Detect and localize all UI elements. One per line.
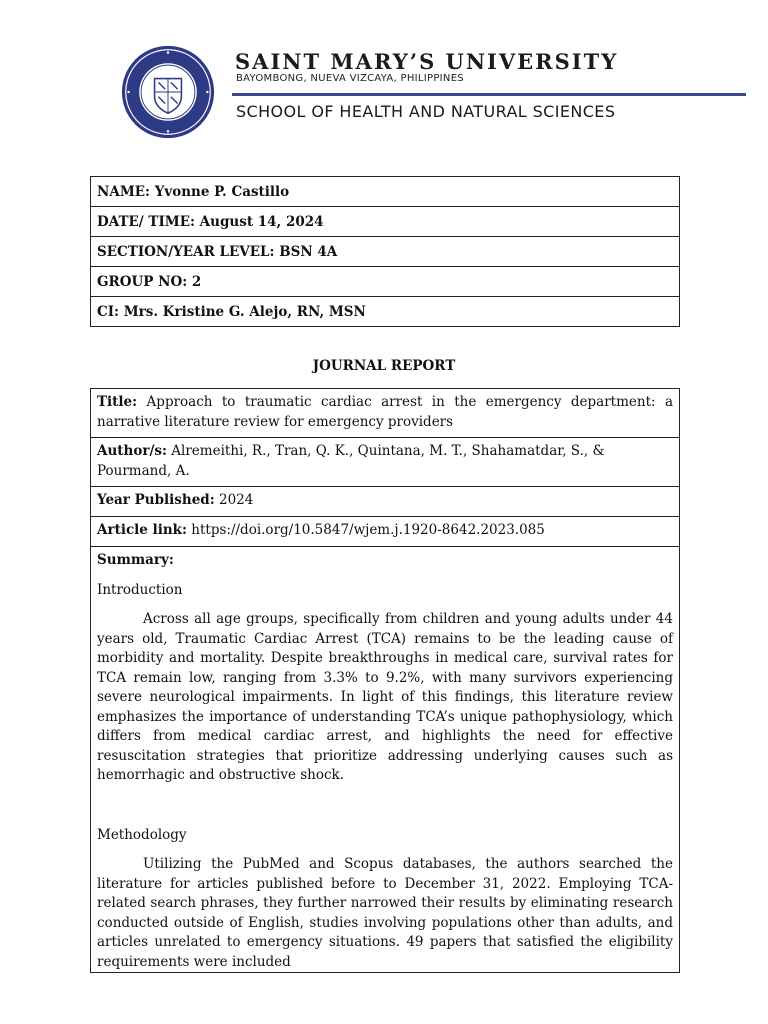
- university-name: SAINT MARY’S UNIVERSITY: [235, 49, 619, 74]
- year-cell: [91, 487, 680, 517]
- date-time: DATE/ TIME: August 14, 2024: [91, 207, 680, 237]
- article-title-cell: [91, 389, 680, 438]
- authors-cell: [91, 438, 680, 487]
- authors-value: Alremeithi, R., Tran, Q. K., Quintana, M. T., Shahamatdar, S., & Pourmand, A.: [97, 443, 605, 479]
- article-link[interactable]: https://doi.org/10.5847/wjem.j.1920-8642.2023.085: [191, 522, 545, 538]
- university-seal-icon: [120, 44, 216, 140]
- title-label: Title:: [97, 394, 138, 410]
- group-number: GROUP NO: 2: [91, 267, 680, 297]
- clinical-instructor: CI: Mrs. Kristine G. Alejo, RN, MSN: [91, 297, 680, 327]
- introduction-heading: Introduction: [97, 581, 183, 598]
- introduction-text: Across all age groups, specifically from children and young adults under 44 years old, Traumatic Cardiac Arrest (TCA) remains to be the leading cause of morbidity and mortality. Despite breakthroughs in medical care, survival rates for TCA remain low, ranging from 3.3% to 9.2%, with many survivors experiencing severe neurological impairments. In light of this findings, this literature review emphasizes the importance of understanding TCA’s unique pathophysiology, which differs from medical cardiac arrest, and highlights the need for effective resuscitation strategies that prioritize addressing underlying causes such as hemorrhagic and obstructive shock.: [97, 611, 673, 783]
- methodology-heading: Methodology: [97, 826, 187, 843]
- page-header: [0, 0, 768, 150]
- report-title: JOURNAL REPORT: [312, 358, 456, 374]
- year-value: 2024: [219, 492, 254, 508]
- summary-cell: [91, 547, 680, 973]
- paragraph-spacer: [97, 786, 673, 826]
- journal-report-table: [90, 388, 680, 973]
- student-info-table: [90, 176, 680, 327]
- link-label: Article link:: [97, 522, 187, 538]
- article-link-cell: [91, 517, 680, 547]
- methodology-text: Utilizing the PubMed and Scopus databases, the authors searched the literature for articles published before to December 31, 2022. Employing TCA-related search phrases, they further narrowed their results by eliminating research conducted outside of English, studies involving populations other than adults, and articles unrelated to emergency situations. 49 papers that satisfied the eligibility requirements were included: [97, 856, 673, 970]
- student-name: NAME: Yvonne P. Castillo: [91, 177, 680, 207]
- year-label: Year Published:: [97, 492, 215, 508]
- title-value: Approach to traumatic cardiac arrest in the emergency department: a narrative literature review for emergency providers: [97, 394, 674, 430]
- school-name: SCHOOL OF HEALTH AND NATURAL SCIENCES: [236, 102, 616, 121]
- university-address: BAYOMBONG, NUEVA VIZCAYA, PHILIPPINES: [236, 73, 464, 84]
- authors-label: Author/s:: [97, 443, 167, 459]
- header-divider: [232, 93, 746, 96]
- section-year-level: SECTION/YEAR LEVEL: BSN 4A: [91, 237, 680, 267]
- summary-label: Summary:: [97, 552, 174, 568]
